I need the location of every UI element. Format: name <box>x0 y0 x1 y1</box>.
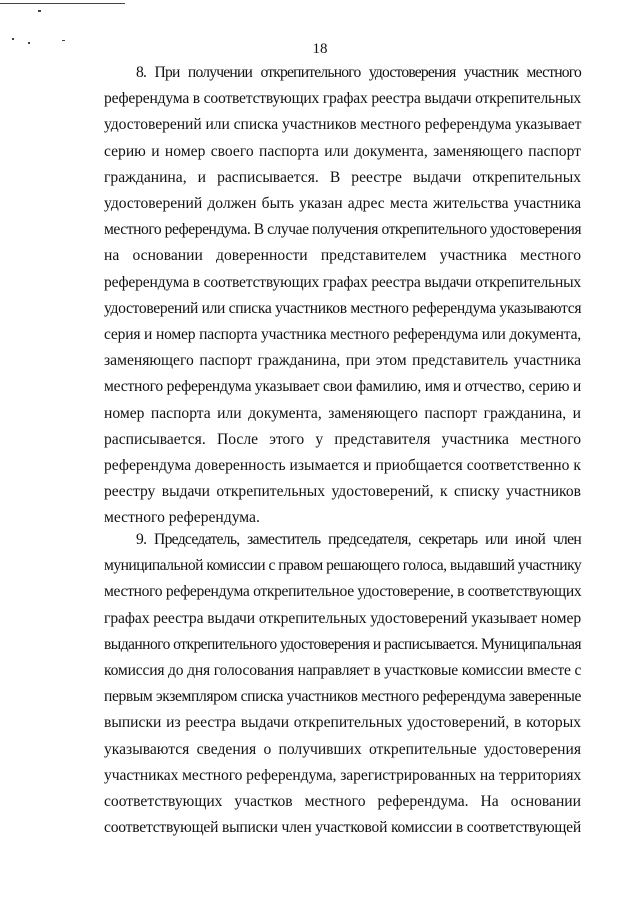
scan-artifact-line <box>0 3 125 4</box>
text-line: серия и номер паспорта участника местного референдума или документа, <box>104 326 581 344</box>
text-line: муниципальной комиссии с правом решающего голоса, выдавший участнику <box>104 557 582 575</box>
text-line: номер паспорта или документа, заменяющего паспорт гражданина, и <box>104 404 581 422</box>
text-line: местного референдума. В случае получения открепительного удостоверения <box>104 221 582 239</box>
text-line: местного референдума открепительное удостоверение, в соответствующих <box>104 583 582 601</box>
text-line: удостоверений или списка участников местного референдума указываются <box>104 299 582 317</box>
text-line: комиссия до дня голосования направляет в участковые комиссии вместе с <box>104 662 582 680</box>
text-line: первым экземпляром списка участников местного референдума заверенные <box>104 688 581 706</box>
text-line: местного референдума. <box>104 509 260 527</box>
page-number: 18 <box>312 41 328 57</box>
text-line: референдума доверенность изымается и приобщается соответственно к <box>104 457 581 475</box>
text-line: серию и номер своего паспорта или документа, заменяющего паспорт <box>104 142 581 160</box>
text-line: местного референдума указывает свои фамилию, имя и отчество, серию и <box>104 378 582 396</box>
scan-artifact-dot <box>38 10 41 12</box>
paragraph-9 <box>104 527 581 841</box>
text-line: на основании доверенности представителем участника местного <box>104 247 581 265</box>
text-line: графах реестра выдачи открепительных удостоверений указывает номер <box>104 609 582 627</box>
text-line: соответствующих участков местного референдума. На основании <box>104 793 581 811</box>
text-line: участниках местного референдума, зарегистрированных на территориях <box>104 766 582 784</box>
text-line: удостоверений или списка участников местного референдума указывает <box>104 116 582 134</box>
text-line: удостоверений должен быть указан адрес места жительства участника <box>104 195 581 213</box>
text-line: реестру выдачи открепительных удостоверений, к списку участников <box>104 483 581 501</box>
text-line: выписки из реестра выдачи открепительных удостоверений, в которых <box>104 714 581 732</box>
text-line: референдума в соответствующих графах реестра выдачи открепительных <box>104 273 581 291</box>
paragraph-8 <box>104 60 581 532</box>
text-line: 8. При получении открепительного удостоверения участник местного <box>136 64 581 81</box>
text-line: гражданина, и расписывается. В реестре выдачи открепительных <box>104 168 581 186</box>
text-line: соответствующей выписки член участковой комиссии в соответствующей <box>104 819 581 837</box>
text-line: заменяющего паспорт гражданина, при этом представитель участника <box>104 352 581 370</box>
text-line: выданного открепительного удостоверения и расписывается. Муниципальная <box>104 635 581 653</box>
text-line: расписывается. После этого у представителя участника местного <box>104 430 581 448</box>
text-line: референдума в соответствующих графах реестра выдачи открепительных <box>104 90 581 108</box>
text-line: указываются сведения о получивших открепительные удостоверения <box>104 740 581 758</box>
text-line: 9. Председатель, заместитель председателя, секретарь или иной член <box>136 531 581 548</box>
